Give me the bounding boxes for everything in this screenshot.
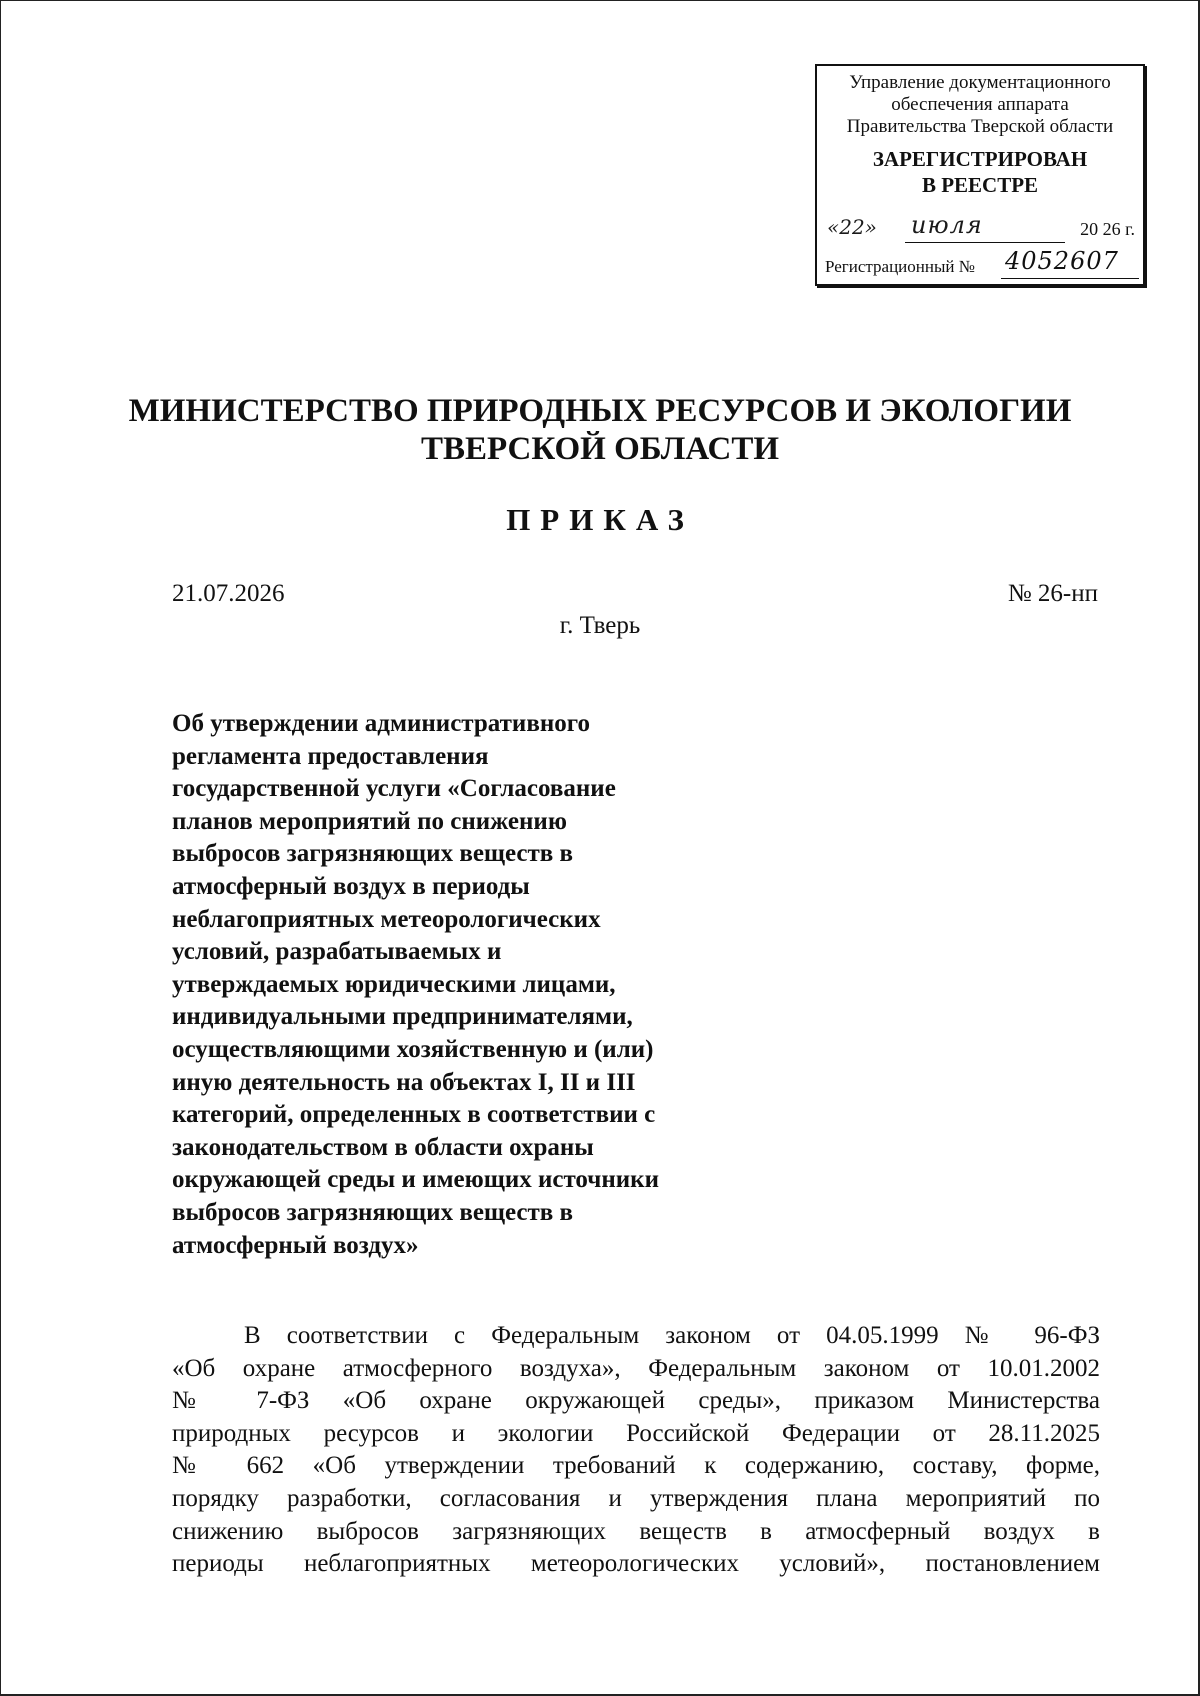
document-body bbox=[172, 1320, 1100, 1581]
document-subject bbox=[172, 708, 752, 1262]
stamp-organization bbox=[817, 72, 1143, 138]
stamp-org-line: Управление документационного bbox=[849, 72, 1111, 93]
subject-line: атмосферный воздух в периоды bbox=[172, 872, 530, 900]
stamp-registration-row bbox=[825, 247, 1141, 282]
document-city: г. Тверь bbox=[559, 612, 641, 639]
subject-line: планов мероприятий по снижению bbox=[172, 807, 567, 835]
stamp-date-underline bbox=[905, 242, 1065, 243]
subject-line: условий, разрабатываемых и bbox=[172, 938, 502, 966]
stamp-date-day: «22» bbox=[827, 215, 877, 239]
document-number: № 26-нп bbox=[1007, 580, 1098, 607]
subject-line: государственной услуги «Согласование bbox=[172, 775, 616, 803]
stamp-status bbox=[817, 146, 1143, 198]
stamp-registration-label: Регистрационный № bbox=[825, 257, 975, 276]
stamp-status-line: ЗАРЕГИСТРИРОВАН bbox=[872, 147, 1088, 171]
document-date: 21.07.2026 bbox=[172, 580, 285, 607]
body-line: периоды неблагоприятных метеорологических условий», постановлением bbox=[172, 1550, 1100, 1578]
stamp-org-line: обеспечения аппарата bbox=[891, 94, 1069, 115]
ministry-title-line: ТВЕРСКОЙ ОБЛАСТИ bbox=[420, 431, 780, 467]
body-line: № 662 «Об утверждении требований к содержанию, составу, форме, bbox=[172, 1452, 1100, 1480]
stamp-status-line: В РЕЕСТРЕ bbox=[921, 173, 1039, 197]
subject-line: выбросов загрязняющих веществ в bbox=[172, 1198, 574, 1226]
subject-line: неблагоприятных метеорологических bbox=[172, 905, 601, 933]
registration-stamp bbox=[815, 64, 1145, 286]
stamp-org-line: Правительства Тверской области bbox=[846, 116, 1114, 137]
body-line: порядку разработки, согласования и утверждения плана мероприятий по bbox=[172, 1484, 1100, 1512]
subject-line: законодательством в области охраны bbox=[172, 1133, 594, 1161]
body-line: В соответствии с Федеральным законом от 04.05.1999 № 96-ФЗ bbox=[244, 1322, 1100, 1349]
scan-border-left bbox=[0, 0, 1, 1696]
scan-border-top bbox=[0, 0, 1200, 1]
ministry-title bbox=[100, 392, 1100, 468]
body-line: снижению выбросов загрязняющих веществ в атмосферный воздух в bbox=[172, 1517, 1100, 1545]
subject-line: регламента предоставления bbox=[172, 742, 489, 770]
subject-line: индивидуальными предпринимателями, bbox=[172, 1003, 633, 1031]
subject-line: категорий, определенных в соответствии с bbox=[172, 1101, 656, 1129]
subject-line: Об утверждении административного bbox=[172, 710, 590, 737]
document-type: ПРИКАЗ bbox=[506, 502, 694, 537]
stamp-registration-underline bbox=[1001, 278, 1139, 279]
subject-line: осуществляющими хозяйственную и (или) bbox=[172, 1035, 654, 1063]
subject-line: выбросов загрязняющих веществ в bbox=[172, 840, 574, 868]
stamp-date-month: июля bbox=[911, 211, 983, 239]
body-line: природных ресурсов и экологии Российской Федерации от 28.11.2025 bbox=[172, 1419, 1100, 1447]
subject-line: окружающей среды и имеющих источники bbox=[172, 1166, 659, 1194]
body-line: «Об охране атмосферного воздуха», Федеральным законом от 10.01.2002 bbox=[172, 1354, 1100, 1382]
subject-line: утверждаемых юридическими лицами, bbox=[172, 970, 616, 998]
stamp-date-row bbox=[825, 211, 1137, 246]
subject-line: иную деятельность на объектах I, II и III bbox=[172, 1068, 636, 1096]
subject-line: атмосферный воздух» bbox=[172, 1231, 419, 1259]
stamp-date-year: 20 26 г. bbox=[1080, 219, 1135, 239]
body-line: № 7-ФЗ «Об охране окружающей среды», приказом Министерства bbox=[172, 1387, 1100, 1415]
stamp-registration-number: 4052607 bbox=[1005, 247, 1119, 275]
ministry-title-line: МИНИСТЕРСТВО ПРИРОДНЫХ РЕСУРСОВ И ЭКОЛОГИИ bbox=[128, 393, 1072, 429]
